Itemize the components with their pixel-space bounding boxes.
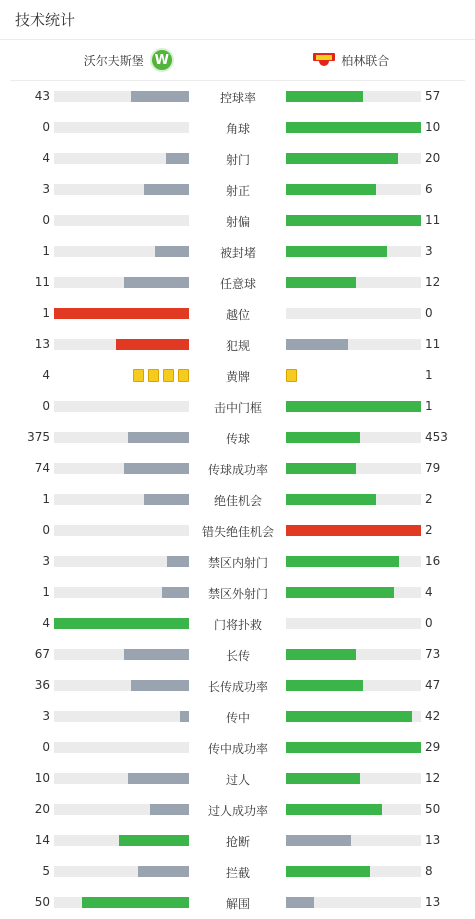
stat-label: 错失绝佳机会 <box>201 525 274 539</box>
away-stat-bar-track <box>286 432 421 443</box>
yellow-card-icon <box>163 369 174 382</box>
home-stat-bar-track <box>54 587 189 598</box>
away-stat-bar <box>286 277 356 288</box>
stat-row <box>0 515 475 546</box>
away-stat-bar-track <box>286 246 421 257</box>
away-stat-bar <box>286 401 421 412</box>
away-yellow-cards <box>286 369 297 382</box>
away-stat-value: 50 <box>425 802 441 816</box>
home-stat-bar <box>124 277 189 288</box>
away-stat-value: 0 <box>425 616 433 630</box>
yellow-card-icon <box>148 369 159 382</box>
stat-label: 射正 <box>225 184 250 198</box>
away-stat-value: 3 <box>425 244 433 258</box>
stat-label: 门将扑救 <box>213 618 262 632</box>
stat-row <box>0 267 475 298</box>
away-stat-value: 47 <box>425 678 441 692</box>
home-stat-bar-track <box>54 680 189 691</box>
away-stat-bar <box>286 897 314 908</box>
away-stat-value: 2 <box>425 492 433 506</box>
stat-label: 解围 <box>225 897 250 911</box>
stat-label: 过人成功率 <box>207 804 268 818</box>
stat-row <box>0 825 475 856</box>
away-stat-bar-track <box>286 153 421 164</box>
home-stat-bar <box>82 897 189 908</box>
away-stat-bar <box>286 556 399 567</box>
away-stat-bar <box>286 680 363 691</box>
away-stat-bar <box>286 525 421 536</box>
stat-row <box>0 422 475 453</box>
home-stat-bar <box>162 587 189 598</box>
home-yellow-cards <box>133 369 189 382</box>
home-stat-bar-track <box>54 649 189 660</box>
away-team[interactable] <box>238 52 466 69</box>
home-stat-bar-track <box>54 184 189 195</box>
home-stat-bar-track <box>54 153 189 164</box>
away-stat-value: 10 <box>425 120 441 134</box>
stat-row <box>0 577 475 608</box>
stat-label: 长传 <box>225 649 250 663</box>
away-stat-bar-track <box>286 742 421 753</box>
home-team-name: 沃尔夫斯堡 <box>83 53 144 68</box>
away-stat-bar <box>286 742 421 753</box>
home-stat-bar <box>180 711 189 722</box>
yellow-card-icon <box>286 369 297 382</box>
away-stat-bar-track <box>286 773 421 784</box>
home-stat-bar-track <box>54 122 189 133</box>
away-team-name: 柏林联合 <box>341 53 390 68</box>
away-stat-bar <box>286 649 356 660</box>
home-stat-value: 1 <box>42 492 50 506</box>
home-stat-bar-track <box>54 463 189 474</box>
away-stat-bar-track <box>286 556 421 567</box>
stat-label: 禁区内射门 <box>207 556 268 570</box>
away-stat-bar-track <box>286 122 421 133</box>
away-stat-value: 453 <box>425 430 448 444</box>
away-stat-value: 73 <box>425 647 441 661</box>
home-stat-value: 0 <box>42 120 50 134</box>
stat-label: 射门 <box>225 153 250 167</box>
home-stat-bar-track <box>54 277 189 288</box>
home-stat-bar <box>155 246 189 257</box>
home-stat-bar <box>116 339 189 350</box>
stat-row <box>0 484 475 515</box>
stat-row <box>0 763 475 794</box>
stat-row <box>0 329 475 360</box>
stat-label: 越位 <box>225 308 250 322</box>
home-stat-value: 50 <box>34 895 50 909</box>
home-stat-bar <box>119 835 189 846</box>
away-stat-bar <box>286 804 382 815</box>
section-header <box>0 0 475 40</box>
away-stat-bar-track <box>286 525 421 536</box>
home-stat-bar <box>124 649 189 660</box>
stat-label: 黄牌 <box>225 370 250 384</box>
home-stat-bar-track <box>54 525 189 536</box>
stat-label: 射偏 <box>225 215 250 229</box>
away-stat-bar-track <box>286 866 421 877</box>
stat-label: 拦截 <box>225 866 250 880</box>
home-stat-value: 11 <box>34 275 50 289</box>
away-stat-bar-track <box>286 339 421 350</box>
stat-row <box>0 670 475 701</box>
stat-label: 过人 <box>225 773 250 787</box>
home-stat-bar-track <box>54 897 189 908</box>
home-stat-bar-track <box>54 866 189 877</box>
away-stat-value: 57 <box>425 89 441 103</box>
away-stat-bar-track <box>286 215 421 226</box>
away-stat-bar <box>286 866 370 877</box>
team-header <box>10 40 465 81</box>
stat-row <box>0 887 475 918</box>
stat-label: 控球率 <box>219 91 256 105</box>
away-stat-value: 42 <box>425 709 441 723</box>
away-stat-bar-track <box>286 91 421 102</box>
home-stat-bar-track <box>54 246 189 257</box>
stat-label: 绝佳机会 <box>213 494 262 508</box>
away-stat-bar <box>286 711 412 722</box>
home-stat-value: 3 <box>42 554 50 568</box>
away-stat-value: 11 <box>425 337 441 351</box>
stat-row <box>0 174 475 205</box>
home-stat-bar <box>138 866 189 877</box>
home-stat-value: 4 <box>42 151 50 165</box>
home-stat-bar-track <box>54 618 189 629</box>
away-stat-value: 1 <box>425 368 433 382</box>
away-stat-value: 0 <box>425 306 433 320</box>
away-stat-bar-track <box>286 711 421 722</box>
stat-row <box>0 205 475 236</box>
home-stat-bar-track <box>54 432 189 443</box>
stat-label: 击中门框 <box>213 401 262 415</box>
home-stat-bar <box>124 463 189 474</box>
home-stat-bar <box>131 91 189 102</box>
away-stat-value: 13 <box>425 895 441 909</box>
home-stat-value: 74 <box>34 461 50 475</box>
stat-label: 抢断 <box>225 835 250 849</box>
stat-label: 角球 <box>225 122 250 136</box>
stat-label: 传中 <box>225 711 250 725</box>
home-stat-bar-track <box>54 773 189 784</box>
stat-label: 被封堵 <box>219 246 256 260</box>
home-stat-value: 10 <box>34 771 50 785</box>
stat-row <box>0 360 475 391</box>
away-stat-bar <box>286 91 363 102</box>
home-stat-value: 3 <box>42 709 50 723</box>
home-stat-value: 4 <box>42 616 50 630</box>
home-stat-value: 375 <box>27 430 50 444</box>
stat-label: 犯规 <box>225 339 250 353</box>
away-stat-value: 20 <box>425 151 441 165</box>
away-stat-bar <box>286 339 348 350</box>
stat-row <box>0 701 475 732</box>
home-stat-value: 20 <box>34 802 50 816</box>
home-stat-value: 36 <box>34 678 50 692</box>
home-stat-bar-track <box>54 835 189 846</box>
home-stat-bar <box>166 153 189 164</box>
home-stat-bar-track <box>54 804 189 815</box>
home-stat-bar-track <box>54 711 189 722</box>
stat-row <box>0 298 475 329</box>
home-stat-bar-track <box>54 339 189 350</box>
stat-label: 传中成功率 <box>207 742 268 756</box>
home-stat-bar <box>54 308 189 319</box>
away-stat-bar-track <box>286 277 421 288</box>
home-stat-bar-track <box>54 91 189 102</box>
stat-label: 任意球 <box>219 277 256 291</box>
away-stat-value: 4 <box>425 585 433 599</box>
home-stat-value: 13 <box>34 337 50 351</box>
away-stat-bar <box>286 122 421 133</box>
away-stat-bar-track <box>286 897 421 908</box>
home-stat-bar-track <box>54 556 189 567</box>
home-stat-bar-track <box>54 494 189 505</box>
away-stat-bar-track <box>286 804 421 815</box>
away-stat-bar <box>286 463 356 474</box>
away-stat-value: 79 <box>425 461 441 475</box>
stat-row <box>0 81 475 112</box>
stat-label: 禁区外射门 <box>207 587 268 601</box>
stat-row <box>0 112 475 143</box>
away-stat-value: 6 <box>425 182 433 196</box>
away-stat-value: 13 <box>425 833 441 847</box>
home-stat-value: 0 <box>42 523 50 537</box>
home-stat-value: 14 <box>34 833 50 847</box>
away-stat-value: 29 <box>425 740 441 754</box>
stat-row <box>0 236 475 267</box>
home-stat-value: 4 <box>42 368 50 382</box>
stat-row <box>0 732 475 763</box>
home-stat-bar <box>144 494 189 505</box>
home-stat-bar <box>131 680 189 691</box>
home-stat-value: 3 <box>42 182 50 196</box>
stat-row <box>0 453 475 484</box>
away-stat-value: 16 <box>425 554 441 568</box>
home-stat-bar <box>144 184 189 195</box>
home-stat-bar <box>167 556 189 567</box>
away-stat-bar-track <box>286 401 421 412</box>
wolfsburg-logo-icon: W <box>150 48 174 72</box>
away-stat-bar <box>286 494 376 505</box>
home-stat-bar-track <box>54 401 189 412</box>
away-stat-bar <box>286 587 394 598</box>
home-team[interactable] <box>10 48 238 72</box>
stat-row <box>0 794 475 825</box>
away-stat-bar <box>286 246 387 257</box>
home-stat-bar-track <box>54 215 189 226</box>
home-stat-value: 67 <box>34 647 50 661</box>
yellow-card-icon <box>178 369 189 382</box>
page-title: 技术统计 <box>15 11 76 29</box>
home-stat-value: 1 <box>42 306 50 320</box>
home-stat-value: 43 <box>34 89 50 103</box>
home-stat-bar <box>128 432 189 443</box>
away-stat-bar-track <box>286 680 421 691</box>
away-stat-bar <box>286 184 376 195</box>
home-stat-bar-track <box>54 308 189 319</box>
home-stat-bar <box>54 618 189 629</box>
home-stat-value: 1 <box>42 244 50 258</box>
stat-row <box>0 856 475 887</box>
home-stat-value: 5 <box>42 864 50 878</box>
home-stat-value: 0 <box>42 740 50 754</box>
away-stat-bar-track <box>286 463 421 474</box>
home-stat-bar <box>150 804 189 815</box>
away-stat-bar <box>286 432 360 443</box>
home-stat-bar <box>128 773 189 784</box>
stat-label: 长传成功率 <box>207 680 268 694</box>
away-stat-bar <box>286 215 421 226</box>
home-stat-value: 0 <box>42 399 50 413</box>
away-stat-bar-track <box>286 494 421 505</box>
away-stat-bar-track <box>286 649 421 660</box>
away-stat-bar-track <box>286 835 421 846</box>
stat-row <box>0 143 475 174</box>
stat-row <box>0 639 475 670</box>
home-stat-bar-track <box>54 742 189 753</box>
away-stat-value: 2 <box>425 523 433 537</box>
away-stat-value: 11 <box>425 213 441 227</box>
stat-label: 传球 <box>225 432 250 446</box>
away-stat-bar-track <box>286 308 421 319</box>
away-stat-bar <box>286 773 360 784</box>
away-stat-bar-track <box>286 587 421 598</box>
away-stat-value: 1 <box>425 399 433 413</box>
stat-row <box>0 608 475 639</box>
home-stat-value: 1 <box>42 585 50 599</box>
home-stat-value: 0 <box>42 213 50 227</box>
away-stat-value: 12 <box>425 771 441 785</box>
union-berlin-logo-icon <box>313 53 335 67</box>
away-stat-value: 12 <box>425 275 441 289</box>
stat-label: 传球成功率 <box>207 463 268 477</box>
away-stat-bar-track <box>286 184 421 195</box>
stat-row <box>0 391 475 422</box>
away-stat-bar <box>286 153 398 164</box>
away-stat-value: 8 <box>425 864 433 878</box>
away-stat-bar-track <box>286 618 421 629</box>
yellow-card-icon <box>133 369 144 382</box>
stat-row <box>0 546 475 577</box>
away-stat-bar <box>286 835 351 846</box>
